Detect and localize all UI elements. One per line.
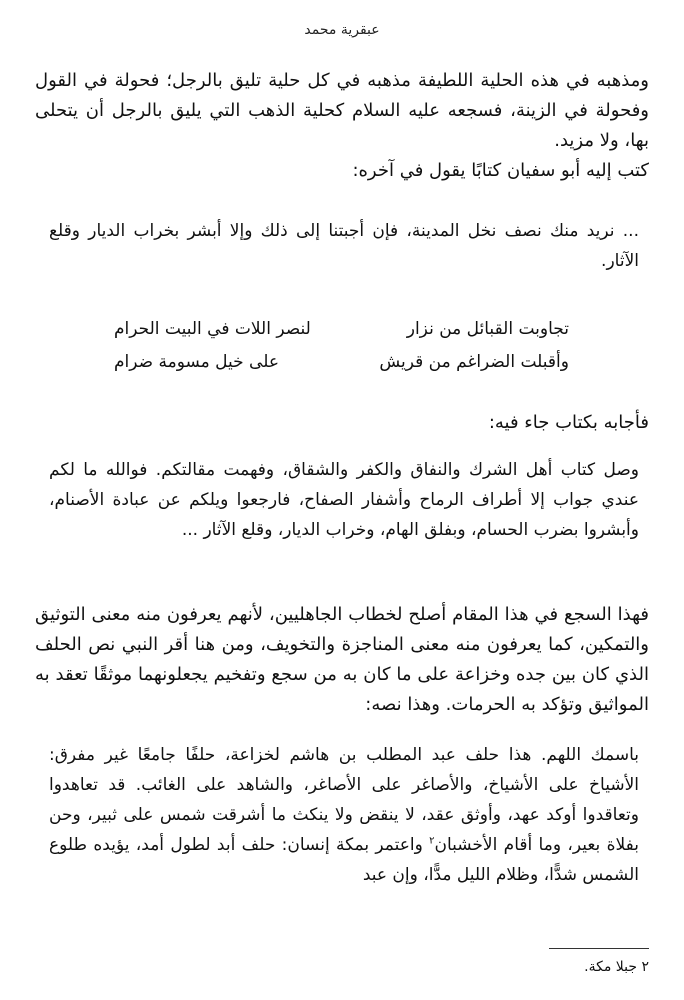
- quote-prophet-reply: وصل كتاب أهل الشرك والنفاق والكفر والشقاق، وفهمت مقالتكم. فوالله ما لكم عندي جواب إلا أطراف الرماح وأشفار الصفاح، فارجعوا ويلكم عن عبادة الأصنام، وأبشروا بضرب الحسام، وبفلق الهام، وخراب الديار، وقلع الآثار ...: [49, 460, 639, 540]
- footnote-reference-mark[interactable]: ٢: [429, 835, 435, 847]
- quote-abu-sufyan-letter: ... نريد منك نصف نخل المدينة، فإن أجبتنا إلى ذلك وإلا أبشر بخراب الديار وقلع الآثار.: [49, 221, 639, 271]
- running-header: عبقرية محمد: [304, 22, 380, 38]
- verse-line: [114, 352, 569, 382]
- paragraph-saj-commentary: فهذا السجع في هذا المقام أصلح لخطاب الجاهليين، لأنهم يعرفون منه معنى التوثيق والتمكين، كما يعرفون منه معنى المناجزة والتخويف، ومن هنا أقر النبي نص الحلف الذي كان بين جده وخزاعة على ما كان به من سجع وتفخيم يجعلونهما موثقًا تعقد به المواثيق وتؤكد به الحرمات. وهذا نصه:: [35, 604, 649, 715]
- verse-line: [114, 319, 569, 349]
- paragraph-abu-sufyan: كتب إليه أبو سفيان كتابًا يقول في آخره:: [352, 160, 649, 181]
- footnote-mark: ٢: [641, 959, 649, 975]
- quote-text-part: باسمك اللهم. هذا حلف عبد المطلب بن هاشم لخزاعة، حلفًا جامعًا غير مفرق: الأشياخ على الأشياخ، والأصاغر على الأصاغر، والشاهد على الغائب. قد تعاهدوا وتعاقدوا أوكد عهد، وأوثق عقد، لا ينقض ولا ينكث ما أشرقت شمس على ثبير، وحن بفلاة بعير، وما أقام الأخشبان: [49, 745, 639, 855]
- quote-text-part: واعتمر بمكة إنسان: حلف أبد لطول أمد، يؤيده طلوع الشمس شدًّا، وظلام الليل مدًّا، وإن عبد: [49, 835, 639, 885]
- quote-khuzaa-alliance: [49, 740, 639, 890]
- footnote-divider: [549, 948, 649, 949]
- paragraph-intro: ومذهبه في هذه الحلية اللطيفة مذهبه في كل حلية تليق بالرجل؛ فحولة في القول وفحولة في الزينة، فسجعه عليه السلام كحلية الذهب التي يليق بالرجل أن يتحلى بها، ولا مزيد.: [35, 70, 649, 151]
- footnote-text: جبلا مكة.: [584, 959, 638, 975]
- verse-first-hemistich: وأقبلت الضراغم من قريش: [379, 352, 569, 372]
- verse-second-hemistich: على خيل مسومة ضرام: [114, 352, 280, 372]
- verse-first-hemistich: تجاوبت القبائل من نزار: [406, 319, 569, 339]
- verse-second-hemistich: لنصر اللات في البيت الحرام: [114, 319, 311, 339]
- footnote: [584, 956, 649, 978]
- paragraph-reply-intro: فأجابه بكتاب جاء فيه:: [488, 412, 649, 433]
